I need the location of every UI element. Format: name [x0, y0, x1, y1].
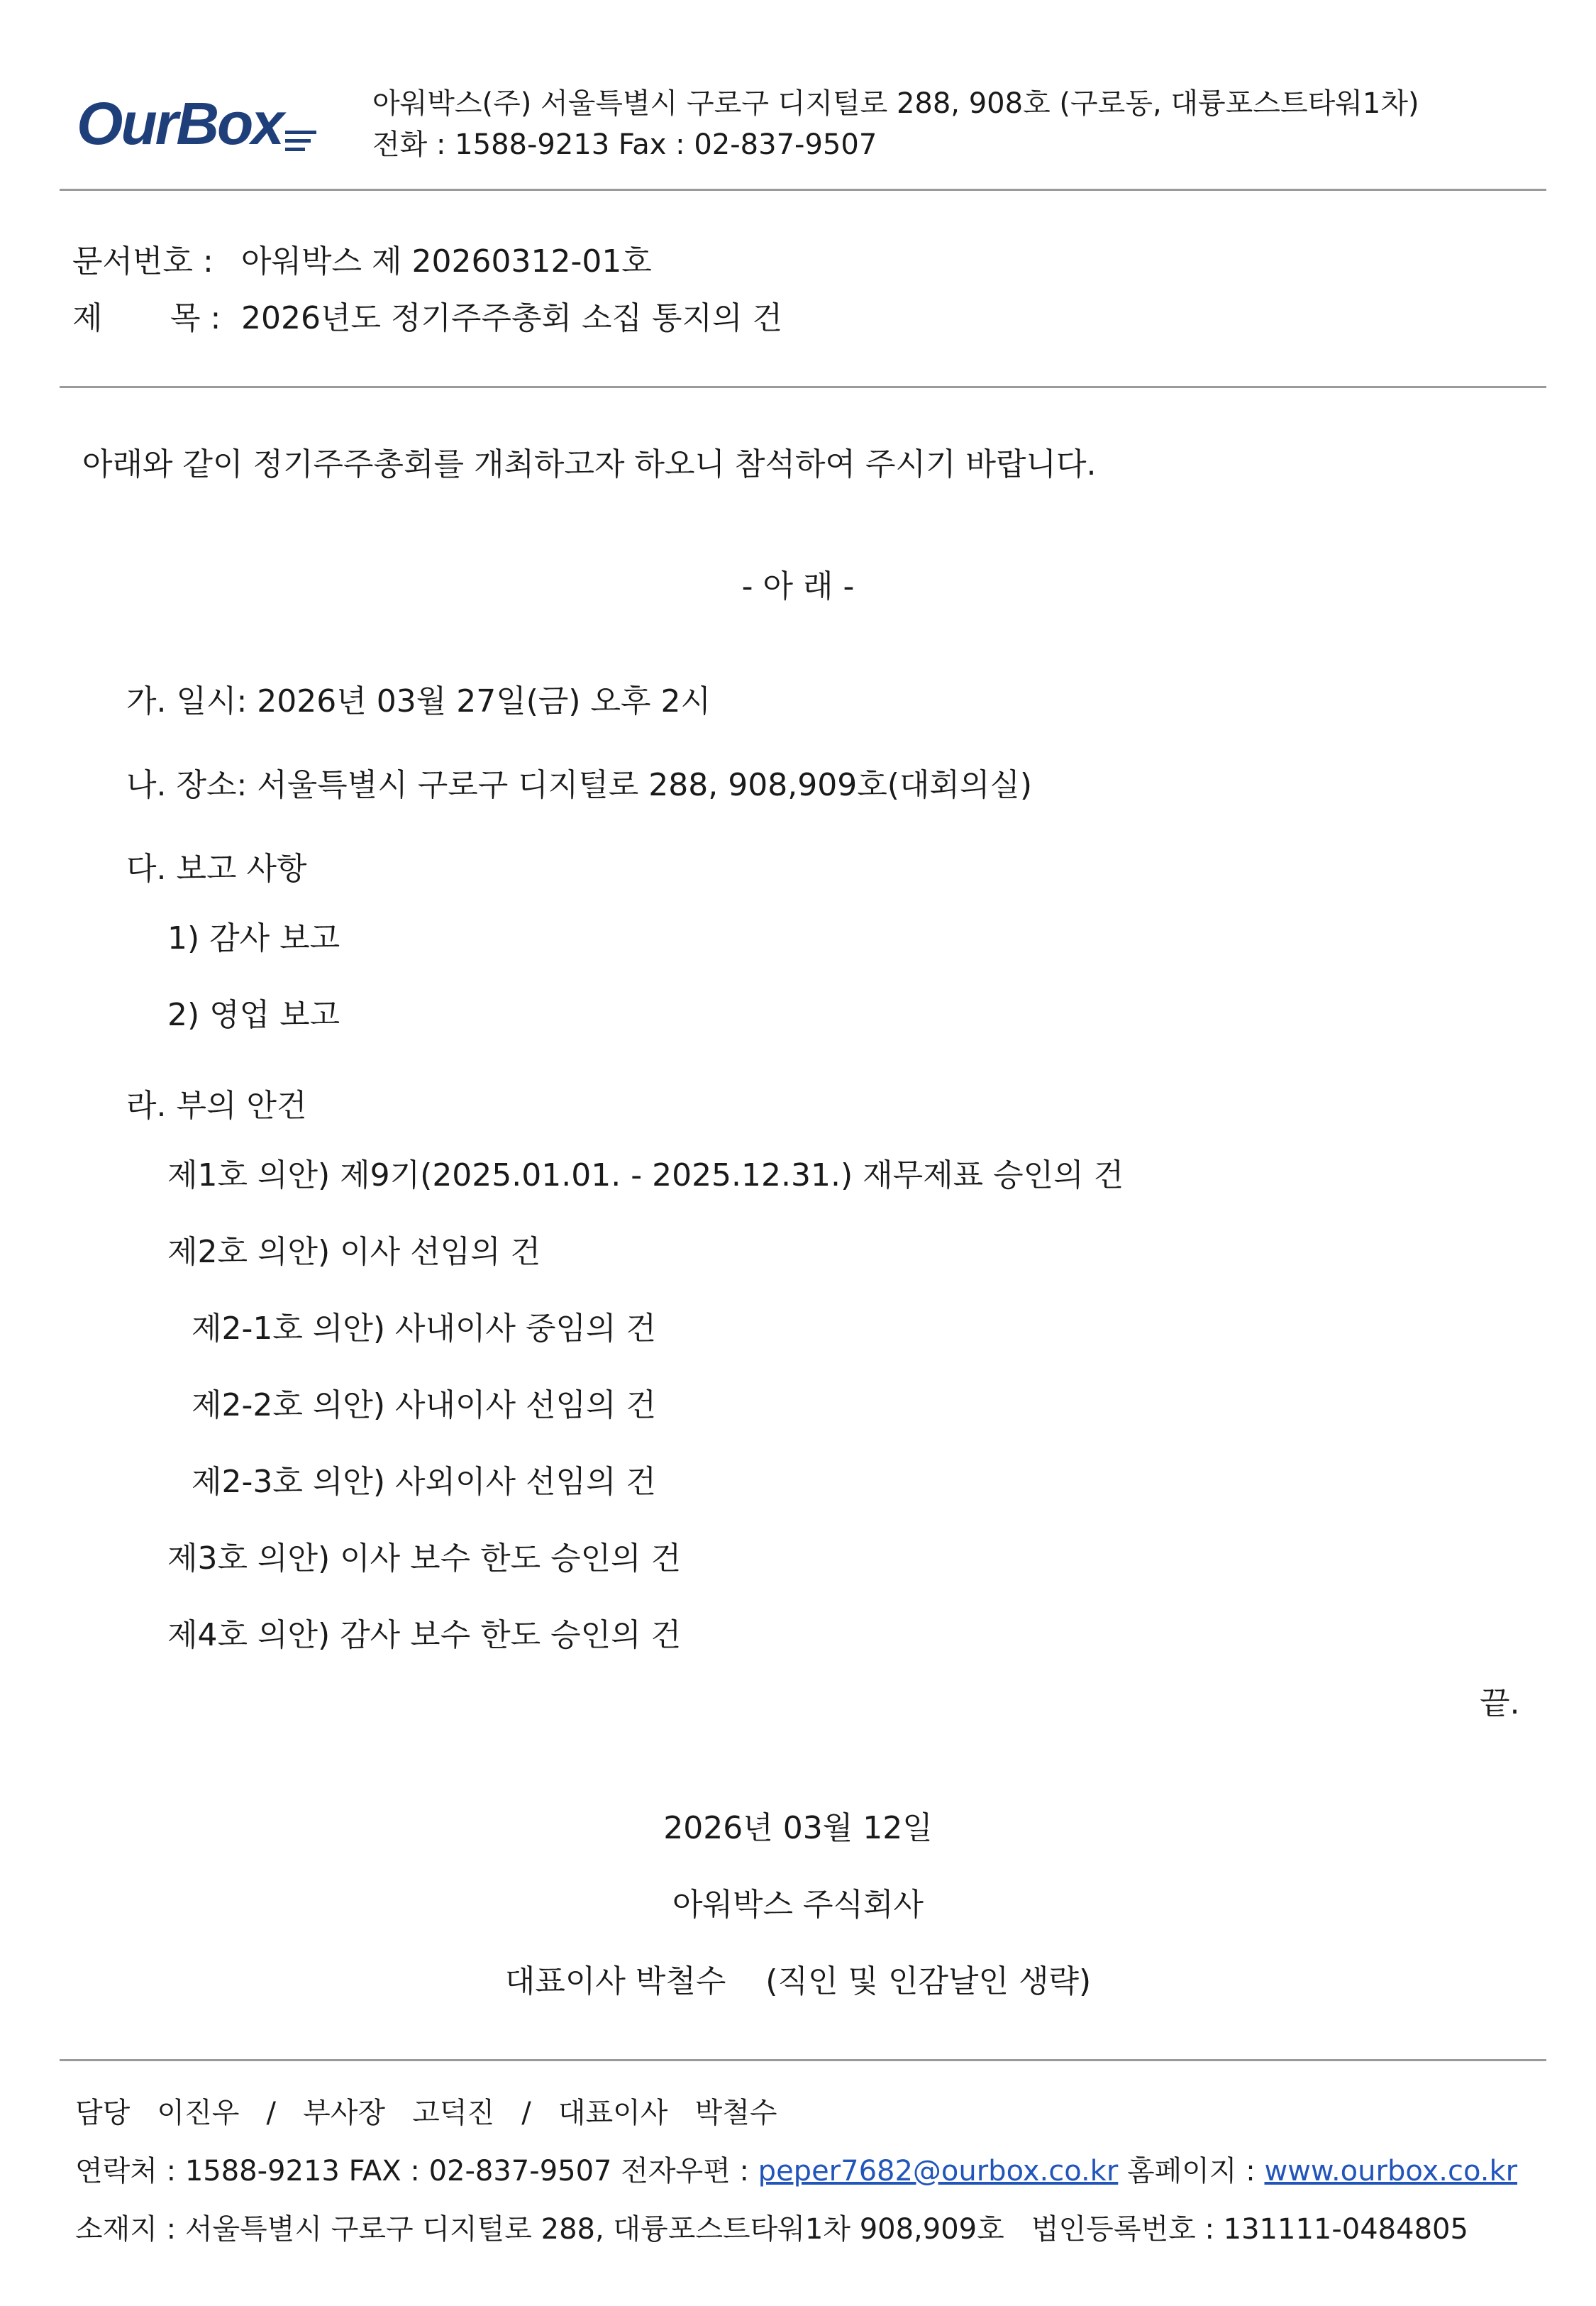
- agenda-sub-item: 제2-2호 의안) 사내이사 선임의 건: [192, 1387, 657, 1423]
- item-agenda-heading: 라. 부의 안건: [126, 1088, 307, 1124]
- email-link[interactable]: peper7682@ourbox.co.kr: [758, 2155, 1119, 2188]
- issue-date: 2026년 03월 12일: [663, 1810, 933, 1846]
- approval-line: 담당 이진우 / 부사장 고덕진 / 대표이사 박철수: [75, 2097, 777, 2129]
- item-reports-heading: 다. 보고 사항: [126, 851, 307, 887]
- agenda-sub-item: 제2-1호 의안) 사내이사 중임의 건: [192, 1311, 657, 1347]
- header-divider: [60, 189, 1546, 191]
- ceo-signature: 대표이사 박철수 (직인 및 인감날인 생략): [504, 1963, 1092, 1999]
- intro-text: 아래와 같이 정기주주총회를 개최하고자 하오니 참석하여 주시기 바랍니다.: [82, 446, 1097, 482]
- doc-number-value: 아워박스 제 20260312-01호: [241, 243, 652, 280]
- issuing-company: 아워박스 주식회사: [672, 1887, 924, 1923]
- footer-divider: [60, 2059, 1546, 2061]
- homepage-label: 홈페이지 :: [1118, 2155, 1265, 2188]
- contact-line: [75, 2148, 1517, 2189]
- document-title: 2026년도 정기주주총회 소집 통지의 건: [241, 300, 782, 336]
- item-place: 나. 장소: 서울특별시 구로구 디지털로 288, 908,909호(대회의실): [126, 767, 1033, 803]
- title-label-second: 목 :: [170, 300, 221, 336]
- company-logo: [77, 89, 316, 158]
- logo-lines-icon: [285, 126, 316, 156]
- doc-number-label: 문서번호 :: [72, 243, 214, 280]
- company-address-line: 아워박스(주) 서울특별시 구로구 디지털로 288, 908호 (구로동, 대륭포스트타워1차): [372, 87, 1419, 120]
- title-label-first: 제: [72, 300, 103, 336]
- company-phone-line: 전화 : 1588-9213 Fax : 02-837-9507: [372, 128, 877, 161]
- meta-divider: [60, 386, 1546, 388]
- report-item: 2) 영업 보고: [167, 997, 340, 1033]
- address-line: 소재지 : 서울특별시 구로구 디지털로 288, 대륭포스트타워1차 908,909호 법인등록번호 : 131111-0484805: [75, 2213, 1468, 2246]
- report-item: 1) 감사 보고: [167, 920, 340, 956]
- logo-text: OurBox: [77, 90, 283, 157]
- end-mark: 끝.: [1480, 1685, 1520, 1721]
- section-separator: - 아 래 -: [741, 568, 855, 605]
- agenda-item: 제4호 의안) 감사 보수 한도 승인의 건: [167, 1617, 682, 1653]
- homepage-link[interactable]: www.ourbox.co.kr: [1264, 2155, 1518, 2188]
- agenda-item: 제2호 의안) 이사 선임의 건: [167, 1234, 541, 1270]
- agenda-item: 제3호 의안) 이사 보수 한도 승인의 건: [167, 1540, 682, 1577]
- contact-prefix: 연락처 : 1588-9213 FAX : 02-837-9507 전자우편 :: [75, 2155, 758, 2188]
- agenda-item: 제1호 의안) 제9기(2025.01.01. - 2025.12.31.) 재무제표 승인의 건: [167, 1157, 1124, 1193]
- item-date: 가. 일시: 2026년 03월 27일(금) 오후 2시: [126, 683, 711, 719]
- agenda-sub-item: 제2-3호 의안) 사외이사 선임의 건: [192, 1464, 657, 1500]
